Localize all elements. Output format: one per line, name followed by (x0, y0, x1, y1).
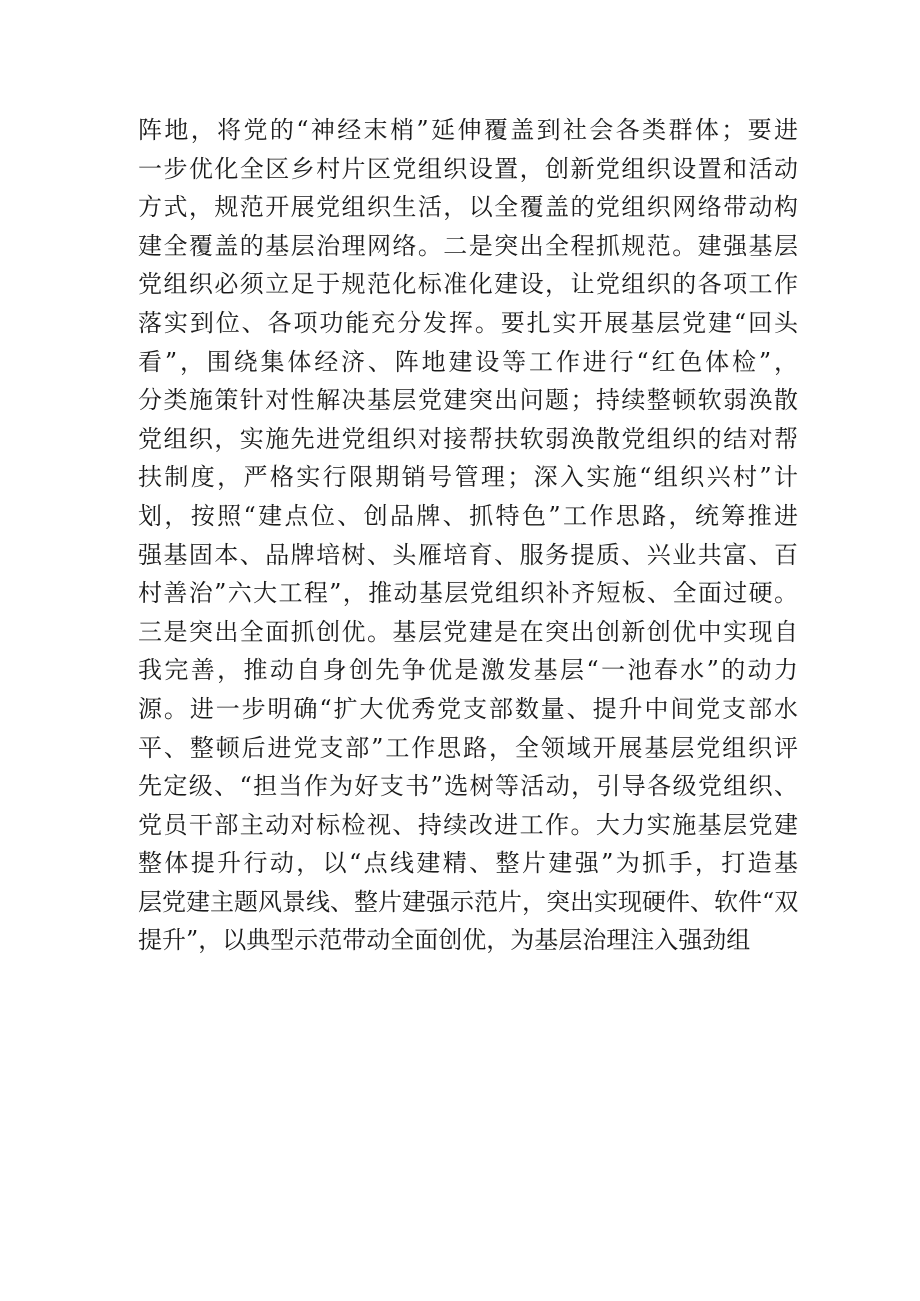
text-line: 一步优化全区乡村片区党组织设置，创新党组织设置和活动 (138, 154, 798, 183)
text-line: 党组织，实施先进党组织对接帮扶软弱涣散党组织的结对帮 (138, 424, 798, 453)
text-line: 阵地，将党的“神经末梢”延伸覆盖到社会各类群体；要进 (138, 116, 798, 144)
text-line: 强基固本、品牌培树、头雁培育、服务提质、兴业共富、百 (138, 540, 798, 569)
text-line: 层党建主题风景线、整片建强示范片，突出实现硬件、软件“双 (138, 887, 799, 916)
text-line: 看”，围绕集体经济、阵地建设等工作进行“红色体检”， (138, 347, 798, 376)
body-text (138, 111, 798, 960)
text-line: 落实到位、各项功能充分发挥。要扎实开展基层党建“回头 (138, 308, 798, 337)
text-line: 村善治”六大工程”，推动基层党组织补齐短板、全面过硬。 (138, 579, 798, 608)
text-line: 平、整顿后进党支部”工作思路，全领域开展基层党组织评 (138, 733, 798, 762)
text-line: 先定级、“担当作为好支书”选树等活动，引导各级党组织、 (138, 772, 798, 801)
text-line: 我完善，推动自身创先争优是激发基层“一池春水”的动力 (138, 656, 798, 685)
text-line: 整体提升行动，以“点线建精、整片建强”为抓手，打造基 (138, 849, 798, 878)
text-line: 分类施策针对性解决基层党建突出问题；持续整顿软弱涣散 (138, 386, 798, 415)
text-line: 党组织必须立足于规范化标准化建设，让党组织的各项工作 (138, 270, 798, 299)
text-line: 方式，规范开展党组织生活，以全覆盖的党组织网络带动构 (138, 193, 798, 222)
text-line: 源。进一步明确“扩大优秀党支部数量、提升中间党支部水 (138, 694, 798, 723)
text-line: 扶制度，严格实行限期销号管理；深入实施“组织兴村”计 (138, 463, 798, 492)
text-line: 划，按照“建点位、创品牌、抓特色”工作思路，统筹推进 (138, 501, 798, 530)
text-line: 党员干部主动对标检视、持续改进工作。大力实施基层党建 (138, 810, 798, 839)
text-line: 建全覆盖的基层治理网络。二是突出全程抓规范。建强基层 (138, 231, 798, 260)
text-line: 提升”，以典型示范带动全面创优，为基层治理注入强劲组 (138, 926, 751, 955)
text-line: 三是突出全面抓创优。基层党建是在突出创新创优中实现自 (138, 617, 798, 646)
